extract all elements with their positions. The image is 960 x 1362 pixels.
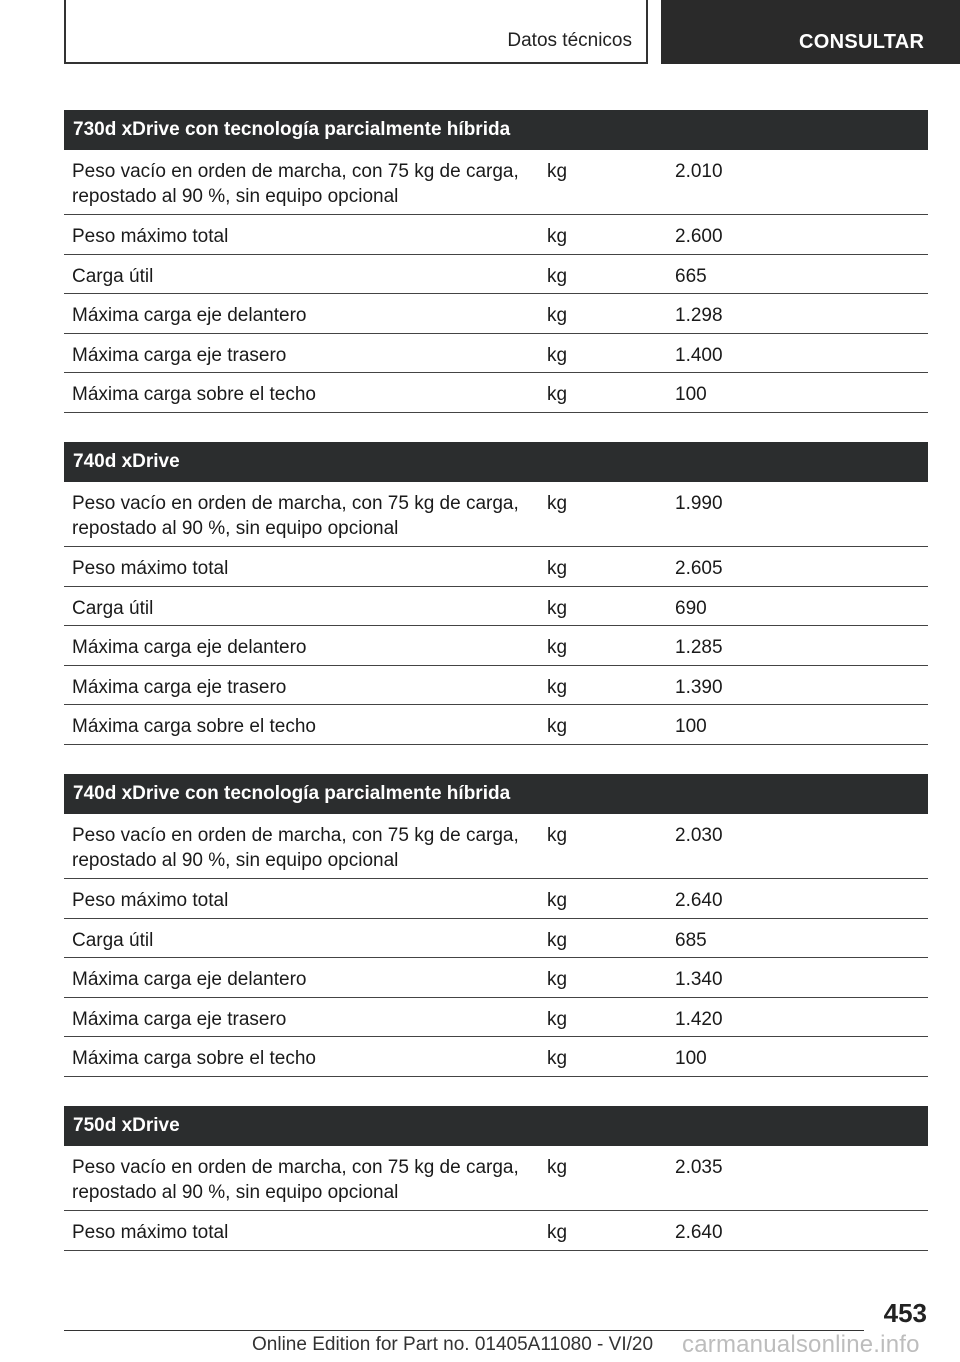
row-label: Peso vacío en orden de marcha, con 75 kg de carga, repostado al 90 %, sin equipo opcional bbox=[72, 493, 519, 539]
row-unit: kg bbox=[547, 825, 568, 846]
spec-table-750d bbox=[64, 1106, 928, 1251]
table-row bbox=[64, 150, 928, 215]
row-value: 100 bbox=[675, 1048, 707, 1070]
table-row bbox=[64, 334, 928, 374]
row-label: Peso máximo total bbox=[72, 1222, 229, 1243]
row-value: 1.390 bbox=[675, 676, 723, 698]
table-row bbox=[64, 482, 928, 547]
row-value: 1.340 bbox=[675, 969, 723, 991]
row-value: 2.030 bbox=[675, 825, 723, 846]
row-value: 2.600 bbox=[675, 226, 723, 247]
table-row bbox=[64, 294, 928, 334]
row-unit: kg bbox=[547, 305, 568, 327]
header-section-box bbox=[64, 0, 648, 64]
table-row bbox=[64, 255, 928, 295]
spec-table-730d-hybrid bbox=[64, 110, 928, 413]
row-label: Máxima carga eje delantero bbox=[72, 305, 307, 327]
table-row bbox=[64, 814, 928, 879]
row-unit: kg bbox=[547, 597, 568, 619]
row-value: 100 bbox=[675, 716, 707, 738]
spec-table-740d-hybrid bbox=[64, 774, 928, 1077]
table-row bbox=[64, 705, 928, 745]
row-unit: kg bbox=[547, 716, 568, 738]
spec-table-740d bbox=[64, 442, 928, 745]
row-unit: kg bbox=[547, 1222, 568, 1243]
table-row bbox=[64, 626, 928, 666]
row-unit: kg bbox=[547, 1157, 568, 1178]
table-row bbox=[64, 998, 928, 1038]
table-row bbox=[64, 919, 928, 959]
row-value: 1.298 bbox=[675, 305, 723, 327]
row-value: 665 bbox=[675, 265, 707, 287]
spec-table-title: 750d xDrive bbox=[64, 1106, 928, 1146]
table-row bbox=[64, 547, 928, 587]
header-tab-consultar[interactable]: CONSULTAR bbox=[661, 0, 960, 64]
row-unit: kg bbox=[547, 344, 568, 366]
row-label: Máxima carga sobre el techo bbox=[72, 716, 316, 738]
row-value: 100 bbox=[675, 384, 707, 406]
row-unit: kg bbox=[547, 929, 568, 951]
row-label: Máxima carga sobre el techo bbox=[72, 384, 316, 406]
table-row bbox=[64, 1037, 928, 1077]
row-unit: kg bbox=[547, 676, 568, 698]
table-row bbox=[64, 1146, 928, 1211]
table-row bbox=[64, 1211, 928, 1251]
row-value: 2.010 bbox=[675, 161, 723, 182]
table-row bbox=[64, 587, 928, 627]
row-value: 2.640 bbox=[675, 1222, 723, 1243]
row-unit: kg bbox=[547, 969, 568, 991]
row-label: Máxima carga eje trasero bbox=[72, 676, 287, 698]
row-value: 2.035 bbox=[675, 1157, 723, 1178]
row-unit: kg bbox=[547, 265, 568, 287]
row-unit: kg bbox=[547, 637, 568, 659]
row-unit: kg bbox=[547, 1048, 568, 1070]
footer-watermark: carmanualsonline.info bbox=[682, 1331, 920, 1358]
spec-table-title: 740d xDrive bbox=[64, 442, 928, 482]
row-value: 1.990 bbox=[675, 493, 723, 514]
row-unit: kg bbox=[547, 161, 568, 182]
row-label: Carga útil bbox=[72, 929, 154, 951]
footer-edition-text: Online Edition for Part no. 01405A11080 - VI/20 bbox=[252, 1334, 654, 1355]
row-unit: kg bbox=[547, 890, 568, 911]
header-section-title: Datos técnicos bbox=[507, 30, 632, 51]
page-number: 453 bbox=[883, 1298, 927, 1328]
table-row bbox=[64, 879, 928, 919]
row-label: Peso máximo total bbox=[72, 890, 229, 911]
table-row bbox=[64, 666, 928, 706]
row-label: Peso vacío en orden de marcha, con 75 kg de carga, repostado al 90 %, sin equipo opcional bbox=[72, 161, 519, 207]
row-value: 2.640 bbox=[675, 890, 723, 911]
row-label: Máxima carga sobre el techo bbox=[72, 1048, 316, 1070]
row-unit: kg bbox=[547, 558, 568, 579]
row-label: Peso vacío en orden de marcha, con 75 kg de carga, repostado al 90 %, sin equipo opcional bbox=[72, 825, 519, 871]
row-label: Máxima carga eje delantero bbox=[72, 969, 307, 991]
row-value: 685 bbox=[675, 929, 707, 951]
row-label: Peso máximo total bbox=[72, 226, 229, 247]
row-value: 1.285 bbox=[675, 637, 723, 659]
table-row bbox=[64, 215, 928, 255]
row-label: Máxima carga eje trasero bbox=[72, 344, 287, 366]
spec-table-title: 730d xDrive con tecnología parcialmente híbrida bbox=[64, 110, 928, 150]
row-unit: kg bbox=[547, 493, 568, 514]
row-label: Carga útil bbox=[72, 265, 154, 287]
row-label: Peso vacío en orden de marcha, con 75 kg de carga, repostado al 90 %, sin equipo opcional bbox=[72, 1157, 519, 1203]
row-unit: kg bbox=[547, 384, 568, 406]
row-unit: kg bbox=[547, 226, 568, 247]
row-label: Máxima carga eje delantero bbox=[72, 637, 307, 659]
row-label: Máxima carga eje trasero bbox=[72, 1008, 287, 1030]
row-label: Carga útil bbox=[72, 597, 154, 619]
table-row bbox=[64, 958, 928, 998]
row-label: Peso máximo total bbox=[72, 558, 229, 579]
row-value: 1.420 bbox=[675, 1008, 723, 1030]
table-row bbox=[64, 373, 928, 413]
spec-table-title: 740d xDrive con tecnología parcialmente híbrida bbox=[64, 774, 928, 814]
row-unit: kg bbox=[547, 1008, 568, 1030]
row-value: 2.605 bbox=[675, 558, 723, 579]
row-value: 690 bbox=[675, 597, 707, 619]
row-value: 1.400 bbox=[675, 344, 723, 366]
